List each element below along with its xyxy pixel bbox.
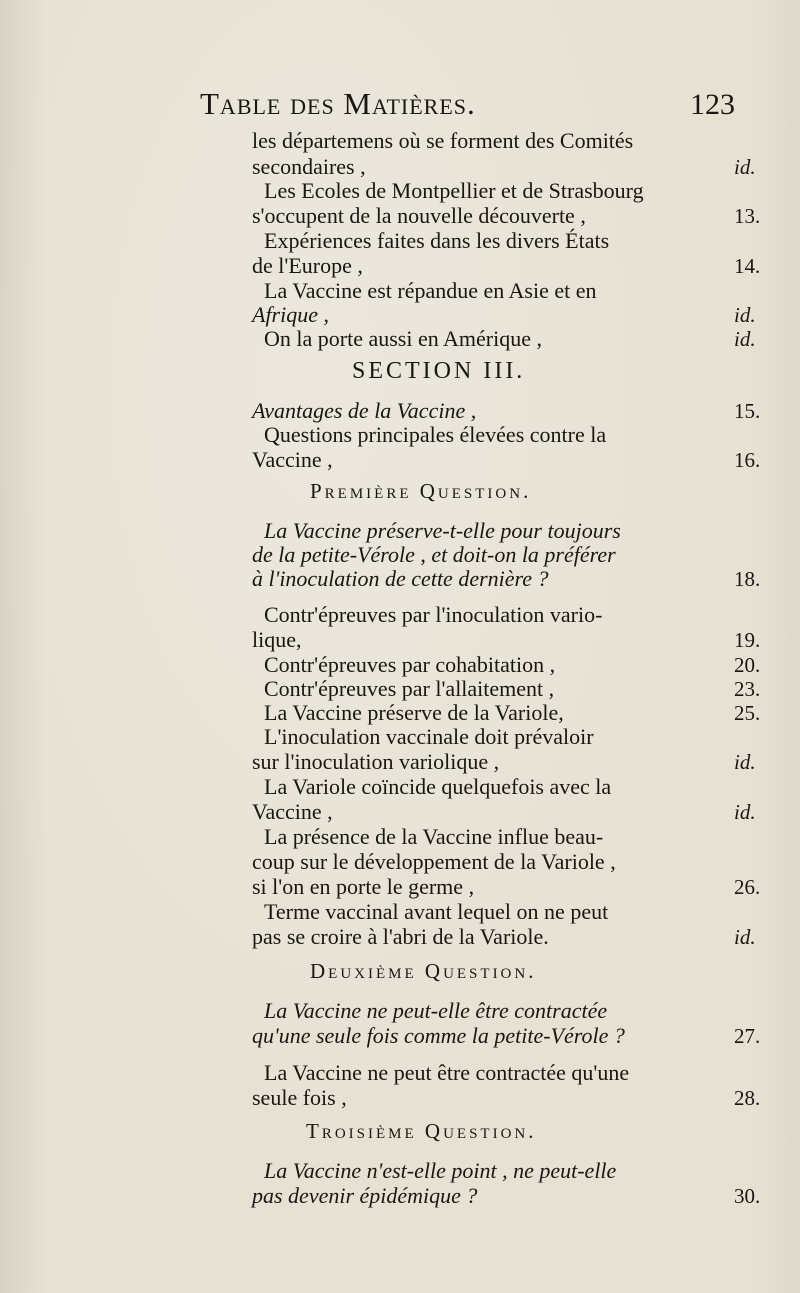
- entry-page-ref: 20.: [734, 653, 761, 677]
- entry-line: L'inoculation vaccinale doit prévaloir: [264, 724, 594, 749]
- entry-line: La présence de la Vaccine influe beau-: [264, 824, 604, 849]
- entry-page-ref: 16.: [734, 448, 761, 472]
- entry-page-ref: 19.: [734, 628, 761, 652]
- entry-line: Expériences faites dans les divers États: [264, 228, 610, 253]
- entry-line: Avantages de la Vaccine ,: [252, 398, 477, 423]
- entry-line: Terme vaccinal avant lequel on ne peut: [264, 899, 609, 924]
- question-prompt-line: de la petite-Vérole , et doit-on la préférer: [252, 542, 616, 567]
- entry-page-ref: 25.: [734, 701, 761, 725]
- entry-line: lique,: [252, 627, 302, 652]
- entry-page-ref: 15.: [734, 399, 761, 423]
- page-title: Table des Matières.: [200, 86, 476, 121]
- question-heading: Troisième Question.: [306, 1119, 537, 1143]
- page-number: 123: [690, 88, 735, 121]
- entry-line: Contr'épreuves par l'inoculation vario-: [264, 602, 603, 627]
- entry-line: secondaires ,: [252, 154, 366, 179]
- question-prompt-line: à l'inoculation de cette dernière ?: [252, 566, 549, 591]
- entry-line: Les Ecoles de Montpellier et de Strasbourg: [264, 178, 644, 203]
- question-heading: Première Question.: [310, 479, 532, 503]
- entry-line: Vaccine ,: [252, 447, 333, 472]
- entry-line: La Variole coïncide quelquefois avec la: [264, 774, 612, 799]
- entry-line: de l'Europe ,: [252, 253, 363, 278]
- entry-line: Contr'épreuves par l'allaitement ,: [264, 676, 555, 701]
- question-prompt-line: qu'une seule fois comme la petite-Vérole ?: [252, 1023, 625, 1048]
- question-prompt-line: La Vaccine ne peut-elle être contractée: [264, 998, 608, 1023]
- entry-page-ref: 14.: [734, 254, 761, 278]
- entry-page-ref: 30.: [734, 1184, 761, 1208]
- entry-line: Vaccine ,: [252, 799, 333, 824]
- entry-page-ref: id.: [734, 750, 756, 774]
- entry-line: coup sur le développement de la Variole ,: [252, 849, 616, 874]
- entry-page-ref: id.: [734, 303, 756, 327]
- entry-page-ref: id.: [734, 800, 756, 824]
- entry-line: les départemens où se forment des Comités: [252, 128, 634, 153]
- question-heading: Deuxième Question.: [310, 959, 537, 983]
- question-prompt-line: pas devenir épidémique ?: [252, 1183, 478, 1208]
- entry-line: La Vaccine ne peut être contractée qu'une: [264, 1060, 630, 1085]
- entry-line: pas se croire à l'abri de la Variole.: [252, 924, 549, 949]
- entry-page-ref: 27.: [734, 1024, 761, 1048]
- entry-line: On la porte aussi en Amérique ,: [264, 326, 542, 351]
- question-prompt-line: La Vaccine préserve-t-elle pour toujours: [264, 518, 621, 543]
- entry-page-ref: id.: [734, 155, 756, 179]
- entry-line: La Vaccine est répandue en Asie et en: [264, 278, 597, 303]
- entry-line: sur l'inoculation variolique ,: [252, 749, 500, 774]
- entry-line: Afrique ,: [252, 302, 329, 327]
- entry-page-ref: id.: [734, 327, 756, 351]
- entry-page-ref: 28.: [734, 1086, 761, 1110]
- entry-line: Questions principales élevées contre la: [264, 422, 607, 447]
- entry-page-ref: id.: [734, 925, 756, 949]
- entry-line: La Vaccine préserve de la Variole,: [264, 700, 564, 725]
- entry-page-ref: 18.: [734, 567, 761, 591]
- entry-line: s'occupent de la nouvelle découverte ,: [252, 203, 586, 228]
- section-heading: SECTION III.: [352, 358, 526, 384]
- entry-line: Contr'épreuves par cohabitation ,: [264, 652, 556, 677]
- entry-line: seule fois ,: [252, 1085, 347, 1110]
- entry-page-ref: 13.: [734, 204, 761, 228]
- entry-page-ref: 26.: [734, 875, 761, 899]
- question-prompt-line: La Vaccine n'est-elle point , ne peut-elle: [264, 1158, 617, 1183]
- entry-line: si l'on en porte le germe ,: [252, 874, 475, 899]
- entry-page-ref: 23.: [734, 677, 761, 701]
